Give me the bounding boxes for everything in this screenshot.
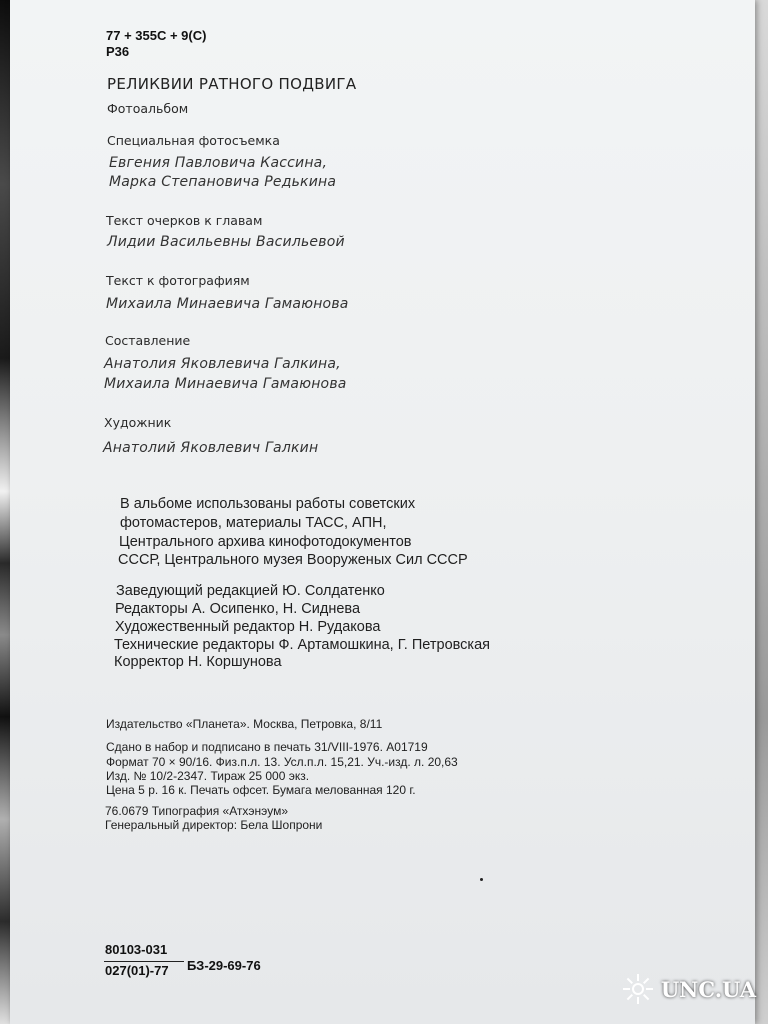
isbn-code: БЗ-29-69-76 (187, 958, 261, 973)
watermark (621, 972, 756, 1006)
editor-line: Художественный редактор Н. Рудакова (115, 619, 381, 635)
note-line: СССР, Центрального музея Вооруженых Сил СССР (118, 552, 468, 568)
print-detail: Формат 70 × 90/16. Физ.п.л. 13. Усл.п.л. 15,21. Уч.-изд. л. 20,63 (106, 755, 458, 769)
credit-label-captions: Текст к фотографиям (106, 273, 250, 288)
credit-label-essays: Текст очерков к главам (106, 213, 263, 228)
credit-name: Лидии Васильевны Васильевой (107, 234, 345, 250)
watermark-text: UNC.UA (660, 976, 756, 1002)
classification-code: 77 + 355С + 9(С) (106, 28, 207, 43)
book-title: РЕЛИКВИИ РАТНОГО ПОДВИГА (107, 75, 357, 93)
credit-label-compilation: Составление (105, 333, 191, 348)
print-detail: Сдано в набор и подписано в печать 31/VIII-1976. А01719 (106, 740, 428, 754)
credit-name: Михаила Минаевича Гамаюнова (106, 296, 349, 312)
isbn-top: 80103-031 (105, 942, 168, 957)
note-line: Центрального архива кинофотодокументов (119, 534, 412, 550)
credit-name: Анатолия Яковлевича Галкина, (104, 356, 341, 372)
classification-index: Р36 (106, 44, 130, 59)
sunburst-logo-icon (621, 972, 655, 1006)
typography-line: Генеральный директор: Бела Шопрони (105, 818, 323, 832)
print-detail: Цена 5 р. 16 к. Печать офсет. Бумага мелованная 120 г. (106, 783, 416, 797)
credit-name: Евгения Павловича Кассина, (109, 155, 328, 171)
note-line: фотомастеров, материалы ТАСС, АПН, (120, 515, 387, 531)
editor-line: Заведующий редакцией Ю. Солдатенко (116, 583, 385, 599)
credit-name: Михаила Минаевича Гамаюнова (104, 376, 347, 392)
credit-name: Марка Степановича Редькина (109, 174, 337, 190)
publisher-address: Издательство «Планета». Москва, Петровка, 8/11 (106, 717, 383, 731)
book-page (10, 0, 755, 1024)
editor-line: Технические редакторы Ф. Артамошкина, Г. Петровская (114, 637, 491, 653)
credit-label-artist: Художник (104, 415, 172, 430)
credit-label-photo: Специальная фотосъемка (107, 133, 280, 148)
isbn-bottom: 027(01)-77 (105, 963, 169, 978)
print-speck (480, 878, 483, 881)
note-line: В альбоме использованы работы советских (120, 496, 416, 512)
editor-line: Корректор Н. Коршунова (114, 654, 282, 670)
isbn-divider (104, 961, 184, 962)
credit-name: Анатолий Яковлевич Галкин (103, 440, 319, 456)
editor-line: Редакторы А. Осипенко, Н. Сиднева (115, 601, 361, 617)
print-detail: Изд. № 10/2-2347. Тираж 25 000 экз. (106, 769, 310, 783)
typography-line: 76.0679 Типография «Атхэнэум» (105, 804, 289, 818)
book-subtitle: Фотоальбом (107, 101, 189, 116)
